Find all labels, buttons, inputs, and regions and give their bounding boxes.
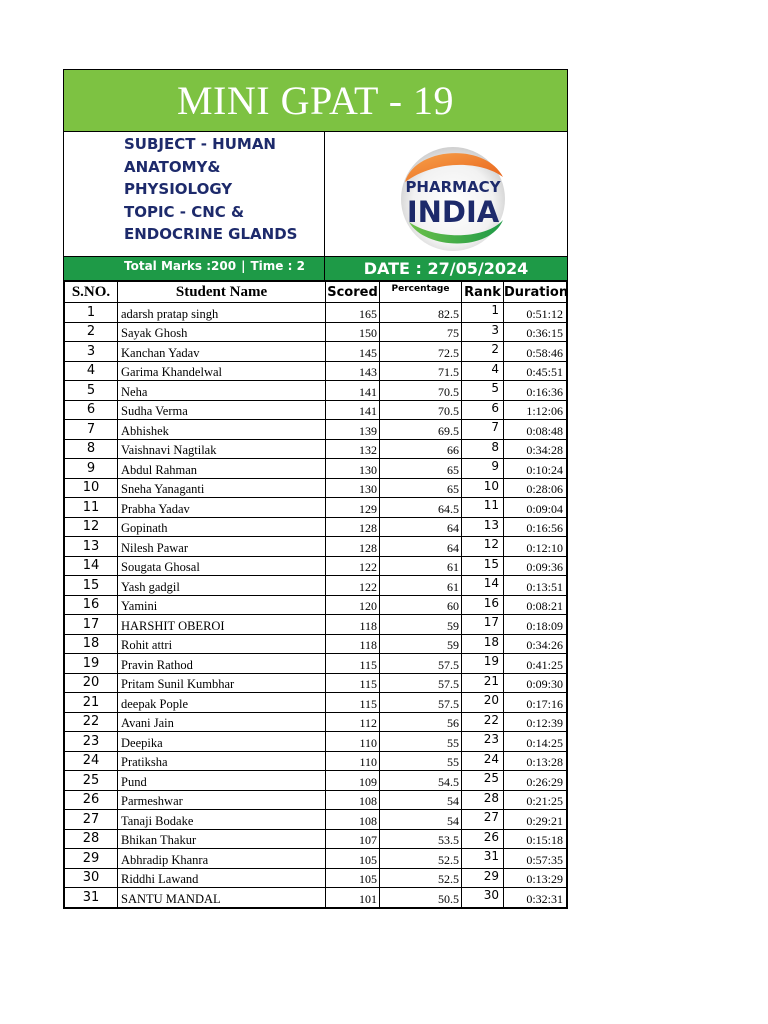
sno-cell: 18 xyxy=(65,634,118,654)
logo-cell xyxy=(325,132,567,256)
subject-topic-block xyxy=(64,132,325,256)
percentage-cell: 52.5 xyxy=(380,868,462,888)
sno-cell: 20 xyxy=(65,673,118,693)
sno-cell: 25 xyxy=(65,771,118,791)
duration-cell: 0:13:51 xyxy=(504,576,567,596)
marks-date-bar xyxy=(64,257,567,281)
rank-cell: 20 xyxy=(462,693,504,713)
scored-cell: 107 xyxy=(326,829,380,849)
total-marks: Total Marks :200 xyxy=(124,259,237,273)
time-info: Time : 2 xyxy=(250,259,305,273)
student-name-cell: Kanchan Yadav xyxy=(118,342,326,362)
exam-date: DATE : 27/05/2024 xyxy=(363,259,529,278)
sno-cell: 24 xyxy=(65,751,118,771)
rank-cell: 21 xyxy=(462,673,504,693)
table-row xyxy=(65,556,567,576)
sno-cell: 27 xyxy=(65,810,118,830)
scored-cell: 115 xyxy=(326,693,380,713)
scored-cell: 110 xyxy=(326,751,380,771)
student-name-cell: Bhikan Thakur xyxy=(118,829,326,849)
percentage-cell: 57.5 xyxy=(380,654,462,674)
percentage-cell: 64.5 xyxy=(380,498,462,518)
duration-cell: 0:29:21 xyxy=(504,810,567,830)
sno-cell: 31 xyxy=(65,888,118,908)
table-row xyxy=(65,849,567,869)
pharmacy-india-logo xyxy=(395,142,515,252)
student-name-cell: Pravin Rathod xyxy=(118,654,326,674)
rank-cell: 2 xyxy=(462,342,504,362)
scored-cell: 132 xyxy=(326,439,380,459)
col-student-name: Student Name xyxy=(118,282,326,303)
table-row xyxy=(65,888,567,908)
scored-cell: 150 xyxy=(326,322,380,342)
col-sno: S.NO. xyxy=(65,282,118,303)
duration-cell: 0:16:56 xyxy=(504,517,567,537)
rank-cell: 23 xyxy=(462,732,504,752)
table-row xyxy=(65,303,567,323)
rank-cell: 6 xyxy=(462,400,504,420)
sno-cell: 29 xyxy=(65,849,118,869)
rank-cell: 28 xyxy=(462,790,504,810)
student-name-cell: Deepika xyxy=(118,732,326,752)
duration-cell: 0:32:31 xyxy=(504,888,567,908)
rank-cell: 10 xyxy=(462,478,504,498)
student-name-cell: Yash gadgil xyxy=(118,576,326,596)
student-name-cell: Sayak Ghosh xyxy=(118,322,326,342)
student-name-cell: Abhradip Khanra xyxy=(118,849,326,869)
student-name-cell: Neha xyxy=(118,381,326,401)
duration-cell: 0:45:51 xyxy=(504,361,567,381)
rank-cell: 31 xyxy=(462,849,504,869)
student-name-cell: Sougata Ghosal xyxy=(118,556,326,576)
scored-cell: 118 xyxy=(326,615,380,635)
rank-cell: 11 xyxy=(462,498,504,518)
col-percentage: Percentage xyxy=(380,282,462,303)
sno-cell: 11 xyxy=(65,498,118,518)
sno-cell: 6 xyxy=(65,400,118,420)
duration-cell: 0:13:28 xyxy=(504,751,567,771)
scored-cell: 130 xyxy=(326,459,380,479)
duration-cell: 0:34:28 xyxy=(504,439,567,459)
table-row xyxy=(65,771,567,791)
subject-line: ANATOMY& xyxy=(124,157,221,176)
table-row xyxy=(65,459,567,479)
sno-cell: 7 xyxy=(65,420,118,440)
scored-cell: 115 xyxy=(326,654,380,674)
rank-cell: 18 xyxy=(462,634,504,654)
scored-cell: 143 xyxy=(326,361,380,381)
rank-cell: 4 xyxy=(462,361,504,381)
table-row xyxy=(65,751,567,771)
table-row xyxy=(65,810,567,830)
table-row xyxy=(65,498,567,518)
topic-line: TOPIC - CNC & xyxy=(124,202,245,221)
duration-cell: 0:21:25 xyxy=(504,790,567,810)
student-name-cell: Riddhi Lawand xyxy=(118,868,326,888)
sno-cell: 8 xyxy=(65,439,118,459)
topic-line: ENDOCRINE GLANDS xyxy=(124,225,298,244)
sno-cell: 14 xyxy=(65,556,118,576)
sno-cell: 9 xyxy=(65,459,118,479)
student-name-cell: SANTU MANDAL xyxy=(118,888,326,908)
percentage-cell: 72.5 xyxy=(380,342,462,362)
table-row xyxy=(65,634,567,654)
student-name-cell: Pritam Sunil Kumbhar xyxy=(118,673,326,693)
subject-line: SUBJECT - HUMAN xyxy=(124,135,276,153)
rank-cell: 9 xyxy=(462,459,504,479)
sno-cell: 10 xyxy=(65,478,118,498)
table-row xyxy=(65,595,567,615)
duration-cell: 0:08:21 xyxy=(504,595,567,615)
duration-cell: 0:10:24 xyxy=(504,459,567,479)
percentage-cell: 64 xyxy=(380,537,462,557)
sno-cell: 16 xyxy=(65,595,118,615)
percentage-cell: 66 xyxy=(380,439,462,459)
sno-cell: 26 xyxy=(65,790,118,810)
percentage-cell: 55 xyxy=(380,751,462,771)
scored-cell: 165 xyxy=(326,303,380,323)
student-name-cell: Sneha Yanaganti xyxy=(118,478,326,498)
percentage-cell: 70.5 xyxy=(380,400,462,420)
sno-cell: 19 xyxy=(65,654,118,674)
rank-cell: 30 xyxy=(462,888,504,908)
percentage-cell: 61 xyxy=(380,576,462,596)
duration-cell: 0:09:36 xyxy=(504,556,567,576)
scored-cell: 108 xyxy=(326,810,380,830)
sno-cell: 15 xyxy=(65,576,118,596)
student-name-cell: Rohit attri xyxy=(118,634,326,654)
table-row xyxy=(65,342,567,362)
percentage-cell: 65 xyxy=(380,478,462,498)
rank-cell: 16 xyxy=(462,595,504,615)
student-name-cell: Garima Khandelwal xyxy=(118,361,326,381)
scored-cell: 128 xyxy=(326,537,380,557)
table-row xyxy=(65,829,567,849)
student-name-cell: Prabha Yadav xyxy=(118,498,326,518)
duration-cell: 0:36:15 xyxy=(504,322,567,342)
duration-cell: 0:34:26 xyxy=(504,634,567,654)
duration-cell: 0:57:35 xyxy=(504,849,567,869)
rank-cell: 24 xyxy=(462,751,504,771)
percentage-cell: 57.5 xyxy=(380,673,462,693)
rank-cell: 3 xyxy=(462,322,504,342)
rank-cell: 8 xyxy=(462,439,504,459)
percentage-cell: 82.5 xyxy=(380,303,462,323)
rank-cell: 19 xyxy=(462,654,504,674)
duration-cell: 0:13:29 xyxy=(504,868,567,888)
percentage-cell: 59 xyxy=(380,615,462,635)
student-name-cell: HARSHIT OBEROI xyxy=(118,615,326,635)
info-row xyxy=(64,132,567,257)
percentage-cell: 54 xyxy=(380,810,462,830)
subject-line: PHYSIOLOGY xyxy=(124,180,233,199)
student-name-cell: Nilesh Pawar xyxy=(118,537,326,557)
logo-text-pharmacy: PHARMACY xyxy=(405,178,501,196)
rank-cell: 27 xyxy=(462,810,504,830)
student-name-cell: deepak Pople xyxy=(118,693,326,713)
table-row xyxy=(65,322,567,342)
scored-cell: 122 xyxy=(326,576,380,596)
percentage-cell: 56 xyxy=(380,712,462,732)
student-name-cell: Pund xyxy=(118,771,326,791)
duration-cell: 0:18:09 xyxy=(504,615,567,635)
logo-graphic xyxy=(395,142,515,252)
duration-cell: 0:16:36 xyxy=(504,381,567,401)
scored-cell: 108 xyxy=(326,790,380,810)
percentage-cell: 52.5 xyxy=(380,849,462,869)
sheet-title: MINI GPAT - 19 xyxy=(64,70,567,132)
student-name-cell: Tanaji Bodake xyxy=(118,810,326,830)
sno-cell: 30 xyxy=(65,868,118,888)
rank-cell: 22 xyxy=(462,712,504,732)
scored-cell: 128 xyxy=(326,517,380,537)
student-name-cell: Abdul Rahman xyxy=(118,459,326,479)
scored-cell: 141 xyxy=(326,400,380,420)
rank-cell: 12 xyxy=(462,537,504,557)
table-row xyxy=(65,868,567,888)
scored-cell: 145 xyxy=(326,342,380,362)
scored-cell: 105 xyxy=(326,849,380,869)
scored-cell: 130 xyxy=(326,478,380,498)
sno-cell: 12 xyxy=(65,517,118,537)
rank-cell: 13 xyxy=(462,517,504,537)
duration-cell: 0:08:48 xyxy=(504,420,567,440)
student-name-cell: Parmeshwar xyxy=(118,790,326,810)
rank-cell: 7 xyxy=(462,420,504,440)
table-row xyxy=(65,400,567,420)
table-row xyxy=(65,537,567,557)
table-row xyxy=(65,576,567,596)
rank-cell: 26 xyxy=(462,829,504,849)
table-row xyxy=(65,693,567,713)
duration-cell: 0:15:18 xyxy=(504,829,567,849)
duration-cell: 0:26:29 xyxy=(504,771,567,791)
percentage-cell: 50.5 xyxy=(380,888,462,908)
rank-cell: 29 xyxy=(462,868,504,888)
duration-cell: 0:17:16 xyxy=(504,693,567,713)
sno-cell: 3 xyxy=(65,342,118,362)
duration-cell: 0:12:10 xyxy=(504,537,567,557)
sno-cell: 22 xyxy=(65,712,118,732)
duration-cell: 0:14:25 xyxy=(504,732,567,752)
percentage-cell: 54.5 xyxy=(380,771,462,791)
scored-cell: 118 xyxy=(326,634,380,654)
rank-cell: 14 xyxy=(462,576,504,596)
percentage-cell: 60 xyxy=(380,595,462,615)
table-row xyxy=(65,478,567,498)
sno-cell: 4 xyxy=(65,361,118,381)
scored-cell: 105 xyxy=(326,868,380,888)
table-row xyxy=(65,615,567,635)
scored-cell: 139 xyxy=(326,420,380,440)
duration-cell: 0:41:25 xyxy=(504,654,567,674)
percentage-cell: 64 xyxy=(380,517,462,537)
logo-text-india: INDIA xyxy=(406,195,500,229)
table-row xyxy=(65,712,567,732)
table-row xyxy=(65,673,567,693)
student-name-cell: Vaishnavi Nagtilak xyxy=(118,439,326,459)
percentage-cell: 61 xyxy=(380,556,462,576)
sno-cell: 23 xyxy=(65,732,118,752)
table-row xyxy=(65,439,567,459)
student-name-cell: Sudha Verma xyxy=(118,400,326,420)
table-header-row xyxy=(65,282,567,303)
duration-cell: 0:58:46 xyxy=(504,342,567,362)
duration-cell: 0:09:30 xyxy=(504,673,567,693)
duration-cell: 1:12:06 xyxy=(504,400,567,420)
duration-cell: 0:51:12 xyxy=(504,303,567,323)
scored-cell: 129 xyxy=(326,498,380,518)
table-row xyxy=(65,420,567,440)
sno-cell: 1 xyxy=(65,303,118,323)
percentage-cell: 65 xyxy=(380,459,462,479)
scored-cell: 120 xyxy=(326,595,380,615)
student-name-cell: Pratiksha xyxy=(118,751,326,771)
duration-cell: 0:09:04 xyxy=(504,498,567,518)
rank-cell: 5 xyxy=(462,381,504,401)
sno-cell: 28 xyxy=(65,829,118,849)
percentage-cell: 71.5 xyxy=(380,361,462,381)
percentage-cell: 75 xyxy=(380,322,462,342)
percentage-cell: 59 xyxy=(380,634,462,654)
percentage-cell: 53.5 xyxy=(380,829,462,849)
student-name-cell: adarsh pratap singh xyxy=(118,303,326,323)
result-sheet xyxy=(63,69,568,909)
scored-cell: 101 xyxy=(326,888,380,908)
rank-cell: 25 xyxy=(462,771,504,791)
scored-cell: 141 xyxy=(326,381,380,401)
col-scored: Scored xyxy=(326,282,380,303)
scored-cell: 109 xyxy=(326,771,380,791)
sno-cell: 21 xyxy=(65,693,118,713)
col-rank: Rank xyxy=(462,282,504,303)
marks-time-info: Total Marks :200 | Time : 2 xyxy=(64,257,325,280)
percentage-cell: 57.5 xyxy=(380,693,462,713)
table-row xyxy=(65,517,567,537)
student-name-cell: Abhishek xyxy=(118,420,326,440)
sno-cell: 2 xyxy=(65,322,118,342)
table-row xyxy=(65,361,567,381)
percentage-cell: 69.5 xyxy=(380,420,462,440)
sno-cell: 17 xyxy=(65,615,118,635)
scored-cell: 122 xyxy=(326,556,380,576)
percentage-cell: 54 xyxy=(380,790,462,810)
duration-cell: 0:28:06 xyxy=(504,478,567,498)
duration-cell: 0:12:39 xyxy=(504,712,567,732)
student-name-cell: Yamini xyxy=(118,595,326,615)
student-name-cell: Gopinath xyxy=(118,517,326,537)
scored-cell: 115 xyxy=(326,673,380,693)
student-name-cell: Avani Jain xyxy=(118,712,326,732)
rank-cell: 15 xyxy=(462,556,504,576)
rank-cell: 17 xyxy=(462,615,504,635)
percentage-cell: 70.5 xyxy=(380,381,462,401)
col-duration: Duration xyxy=(504,282,567,303)
results-table xyxy=(64,281,567,908)
table-row xyxy=(65,790,567,810)
rank-cell: 1 xyxy=(462,303,504,323)
percentage-cell: 55 xyxy=(380,732,462,752)
scored-cell: 112 xyxy=(326,712,380,732)
scored-cell: 110 xyxy=(326,732,380,752)
sno-cell: 13 xyxy=(65,537,118,557)
table-row xyxy=(65,732,567,752)
table-row xyxy=(65,654,567,674)
sno-cell: 5 xyxy=(65,381,118,401)
table-row xyxy=(65,381,567,401)
